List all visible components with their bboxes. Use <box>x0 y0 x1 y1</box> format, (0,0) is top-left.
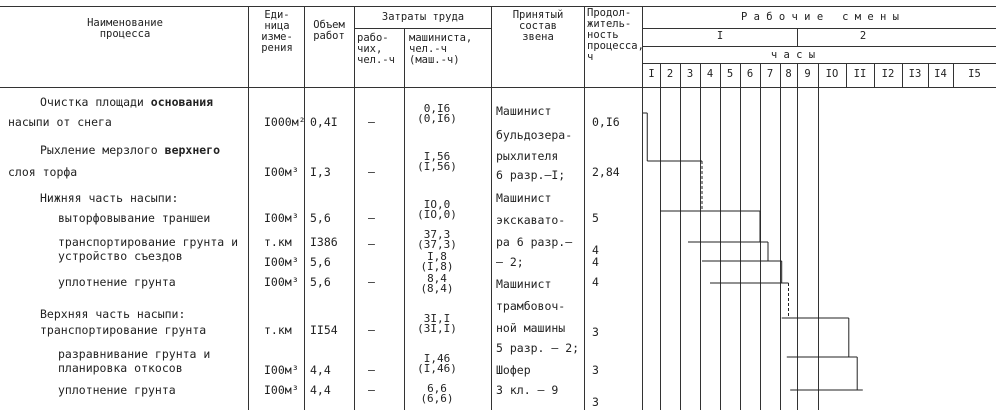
crew-line: 5 разр. – 2; <box>496 341 580 355</box>
hour-label: 4 <box>706 68 714 80</box>
row-1-machinist: 0,I6 (0,I6) <box>417 102 457 125</box>
row-7-name: транспортирование грунта <box>40 323 207 337</box>
hour-label: 3 <box>686 68 694 80</box>
header-volume: Объем работ <box>313 19 345 42</box>
crew-line: Машинист <box>496 191 552 205</box>
hour-label: 5 <box>726 68 734 80</box>
crew-line: экскавато- <box>496 213 566 227</box>
header-process: Наименование процесса <box>87 17 163 40</box>
hour-label: I2 <box>881 68 895 80</box>
row-8-machinist: I,46 (I,46) <box>417 352 457 375</box>
row-6-unit: I00м³ <box>264 275 299 289</box>
row-2-workers: – <box>368 165 375 179</box>
row-7-workers: – <box>368 323 375 337</box>
row-4-name: транспортирование грунта и <box>58 235 239 249</box>
row-7-unit: т.км <box>264 323 292 337</box>
header-shift-2: 2 <box>859 30 867 42</box>
hour-label: 8 <box>785 68 792 80</box>
hour-label: II <box>853 68 867 80</box>
crew-line: бульдозера- <box>496 128 573 142</box>
row-6-workers: – <box>368 275 375 289</box>
row-1-workers: – <box>368 115 375 129</box>
hour-label: I <box>648 68 655 80</box>
hour-label: I4 <box>934 68 947 80</box>
row-9-name: уплотнение грунта <box>58 383 176 397</box>
crew-line: ра 6 разр.– <box>496 235 573 249</box>
row-7-duration: 3 <box>592 325 599 339</box>
row-5-duration: 4 <box>592 255 599 269</box>
hour-label: IO <box>825 68 839 80</box>
crew-line: 6 разр.–I; <box>496 168 566 182</box>
row-7-volume: II54 <box>310 323 338 337</box>
row-3-workers: – <box>368 211 375 225</box>
crew-line: ной машины <box>496 321 566 335</box>
row-3-duration: 5 <box>592 211 599 225</box>
header-workers: рабо- чих, чел.-ч <box>357 32 395 66</box>
crew-line: трамбовоч- <box>496 299 566 313</box>
header-machinist: машиниста, чел.-ч (маш.-ч) <box>409 32 473 66</box>
row-9-workers: – <box>368 383 375 397</box>
header-hours: ч а с ы <box>770 49 816 61</box>
hour-label: 2 <box>666 68 674 80</box>
hour-label: 6 <box>746 68 754 80</box>
row-3-name: выторфовывание траншеи <box>58 211 211 225</box>
row-2-machinist: I,56 (I,56) <box>417 150 457 173</box>
row-2-name-line2: слоя торфа <box>8 165 78 179</box>
crew-line: Машинист <box>496 104 552 118</box>
row-2-volume: I,3 <box>310 165 331 179</box>
header-crew: Принятый состав звена <box>512 9 564 43</box>
header-duration: Продол- житель- ность процесса, ч <box>587 7 644 63</box>
row-2-name: Рыхление мерзлого верхнего <box>40 143 221 157</box>
row-5-volume: 5,6 <box>310 255 331 269</box>
row-8-unit: I00м³ <box>264 363 299 377</box>
row-4-duration: 4 <box>592 243 599 257</box>
row-8-workers: – <box>368 363 375 377</box>
section-upper: Верхняя часть насыпи: <box>40 307 186 321</box>
row-1-unit: I000м² <box>264 115 306 129</box>
header-shifts: Р а б о ч и е с м е н ы <box>740 11 900 23</box>
row-6-volume: 5,6 <box>310 275 331 289</box>
row-5-machinist: I,8 (I,8) <box>420 250 454 273</box>
header-unit: Еди- ница изме- рения <box>261 9 293 54</box>
row-6-duration: 4 <box>592 275 599 289</box>
header-labor: Затраты труда <box>381 11 465 23</box>
hour-label: I3 <box>908 68 922 80</box>
row-8-name: разравнивание грунта и <box>58 347 211 361</box>
row-1-name-line2: насыпи от снега <box>8 115 112 129</box>
section-lower: Нижняя часть насыпи: <box>40 191 179 205</box>
row-3-machinist: IO,0 (IO,0) <box>417 198 457 221</box>
row-8-volume: 4,4 <box>310 363 331 377</box>
row-3-volume: 5,6 <box>310 211 331 225</box>
row-4-machinist: 37,3 (37,3) <box>417 228 457 251</box>
row-4-unit: т.км <box>264 235 292 249</box>
crew-line: Машинист <box>496 277 552 291</box>
hour-label: I5 <box>968 68 981 80</box>
row-2-duration: 2,84 <box>592 165 620 179</box>
hour-label: 7 <box>766 68 774 80</box>
hour-label: 9 <box>804 68 811 80</box>
row-4-workers: – <box>368 237 375 251</box>
row-6-machinist: 8,4 (8,4) <box>420 272 454 295</box>
row-2-unit: I00м³ <box>264 165 299 179</box>
crew-line: Шофер <box>496 363 531 377</box>
crew-line: – 2; <box>496 255 524 269</box>
row-9-duration: 3 <box>592 395 599 409</box>
row-9-volume: 4,4 <box>310 383 331 397</box>
row-1-volume: 0,4I <box>310 115 338 129</box>
row-6-name: уплотнение грунта <box>58 275 176 289</box>
row-1-duration: 0,I6 <box>592 115 620 129</box>
row-4-volume: I386 <box>310 235 338 249</box>
row-9-unit: I00м³ <box>264 383 299 397</box>
header-shift-1: I <box>716 30 724 42</box>
row-8-duration: 3 <box>592 363 599 377</box>
crew-line: рыхлителя <box>496 149 559 163</box>
row-9-machinist: 6,6 (6,6) <box>420 382 454 405</box>
row-7-machinist: 3I,I (3I,I) <box>417 312 457 335</box>
row-1-name: Очистка площади основания <box>40 95 214 109</box>
crew-line: 3 кл. – 9 <box>496 383 559 397</box>
row-5-name: устройство съездов <box>58 249 183 263</box>
row-5-unit: I00м³ <box>264 255 299 269</box>
row-3-unit: I00м³ <box>264 211 299 225</box>
row-8-name-line2: планировка откосов <box>58 361 183 375</box>
